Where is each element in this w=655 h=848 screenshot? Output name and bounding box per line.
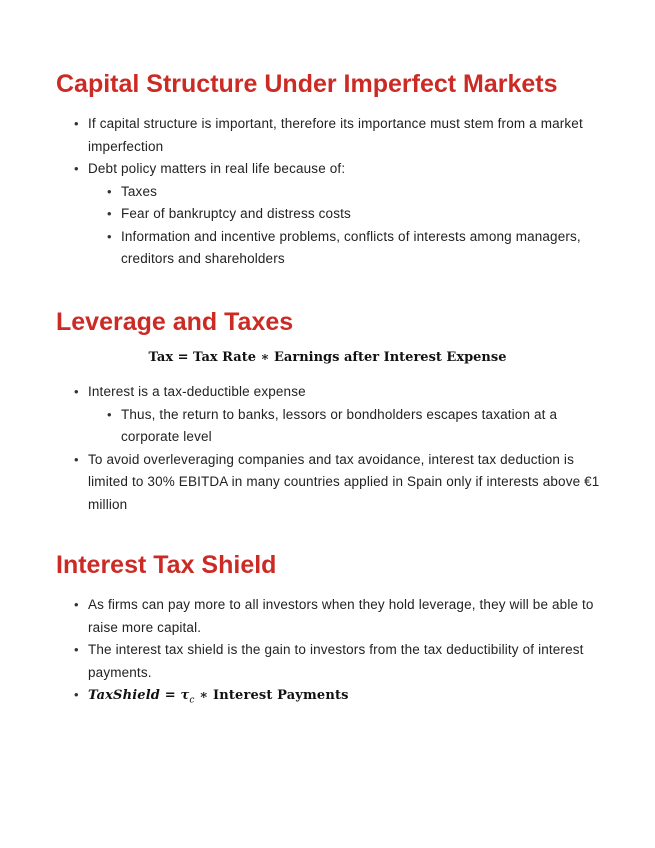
sub-list-item — [107, 181, 608, 204]
bullet-marker: • — [74, 597, 79, 612]
formula-lhs: TaxShield — [88, 688, 161, 703]
sub-list-item-text: Thus, the return to banks, lessors or bondholders escapes taxation at a corporate level — [121, 406, 558, 444]
sub-list-item-text: Taxes — [121, 183, 158, 199]
section2-bullet-list — [74, 381, 608, 516]
list-item — [74, 449, 608, 517]
section1-sub-list — [107, 181, 608, 271]
bullet-marker: • — [74, 161, 79, 176]
list-item — [74, 639, 608, 684]
section3-bullet-list — [74, 594, 608, 712]
bullet-marker: • — [107, 206, 112, 221]
list-item — [74, 113, 608, 158]
section1-bullet-list — [74, 113, 608, 271]
bullet-marker: • — [107, 228, 112, 244]
section2-sub-list — [107, 404, 608, 449]
list-item — [74, 684, 608, 712]
list-item-text: Debt policy matters in real life because of: — [88, 161, 346, 176]
formula-equals: = — [160, 688, 181, 703]
section-title-capital-structure: Capital Structure Under Imperfect Markets — [56, 70, 558, 98]
sub-list-item — [107, 203, 608, 226]
sub-list-item — [107, 226, 608, 271]
list-item — [74, 158, 608, 271]
tax-formula: Tax = Tax Rate ∗ Earnings after Interest Expense — [148, 350, 507, 365]
bullet-marker: • — [74, 451, 79, 467]
list-item-text: Interest is a tax-deductible expense — [88, 384, 306, 399]
list-item-text: To avoid overleveraging companies and tax avoidance, interest tax deduction is limited to 30% EBITDA in many countries applied in Spain only if interests above €1 million — [88, 451, 600, 512]
section-title-interest-tax-shield: Interest Tax Shield — [56, 551, 277, 579]
bullet-marker: • — [74, 687, 79, 702]
list-item-text: If capital structure is important, therefore its importance must stem from a market imperfection — [88, 116, 583, 154]
list-item-text: As firms can pay more to all investors when they hold leverage, they will be able to raise more capital. — [88, 597, 594, 635]
bullet-marker: • — [74, 116, 79, 131]
bullet-marker: • — [74, 642, 79, 657]
tax-shield-formula — [88, 688, 349, 706]
list-item — [74, 381, 608, 449]
list-item — [74, 594, 608, 639]
formula-rhs: Interest Payments — [213, 688, 349, 703]
list-item-text: The interest tax shield is the gain to investors from the tax deductibility of interest payments. — [88, 642, 584, 680]
formula-subscript: c — [189, 695, 195, 706]
sub-list-item-text: Fear of bankruptcy and distress costs — [121, 206, 351, 221]
sub-list-item-text: Information and incentive problems, conflicts of interests among managers, creditors and shareholders — [121, 228, 581, 266]
bullet-marker: • — [107, 183, 112, 199]
sub-list-item — [107, 404, 608, 449]
formula-operator: ∗ — [194, 688, 214, 703]
bullet-marker: • — [74, 384, 79, 399]
bullet-marker: • — [107, 406, 112, 422]
section-title-leverage-taxes: Leverage and Taxes — [56, 308, 294, 336]
formula-tau: τ — [180, 688, 190, 703]
